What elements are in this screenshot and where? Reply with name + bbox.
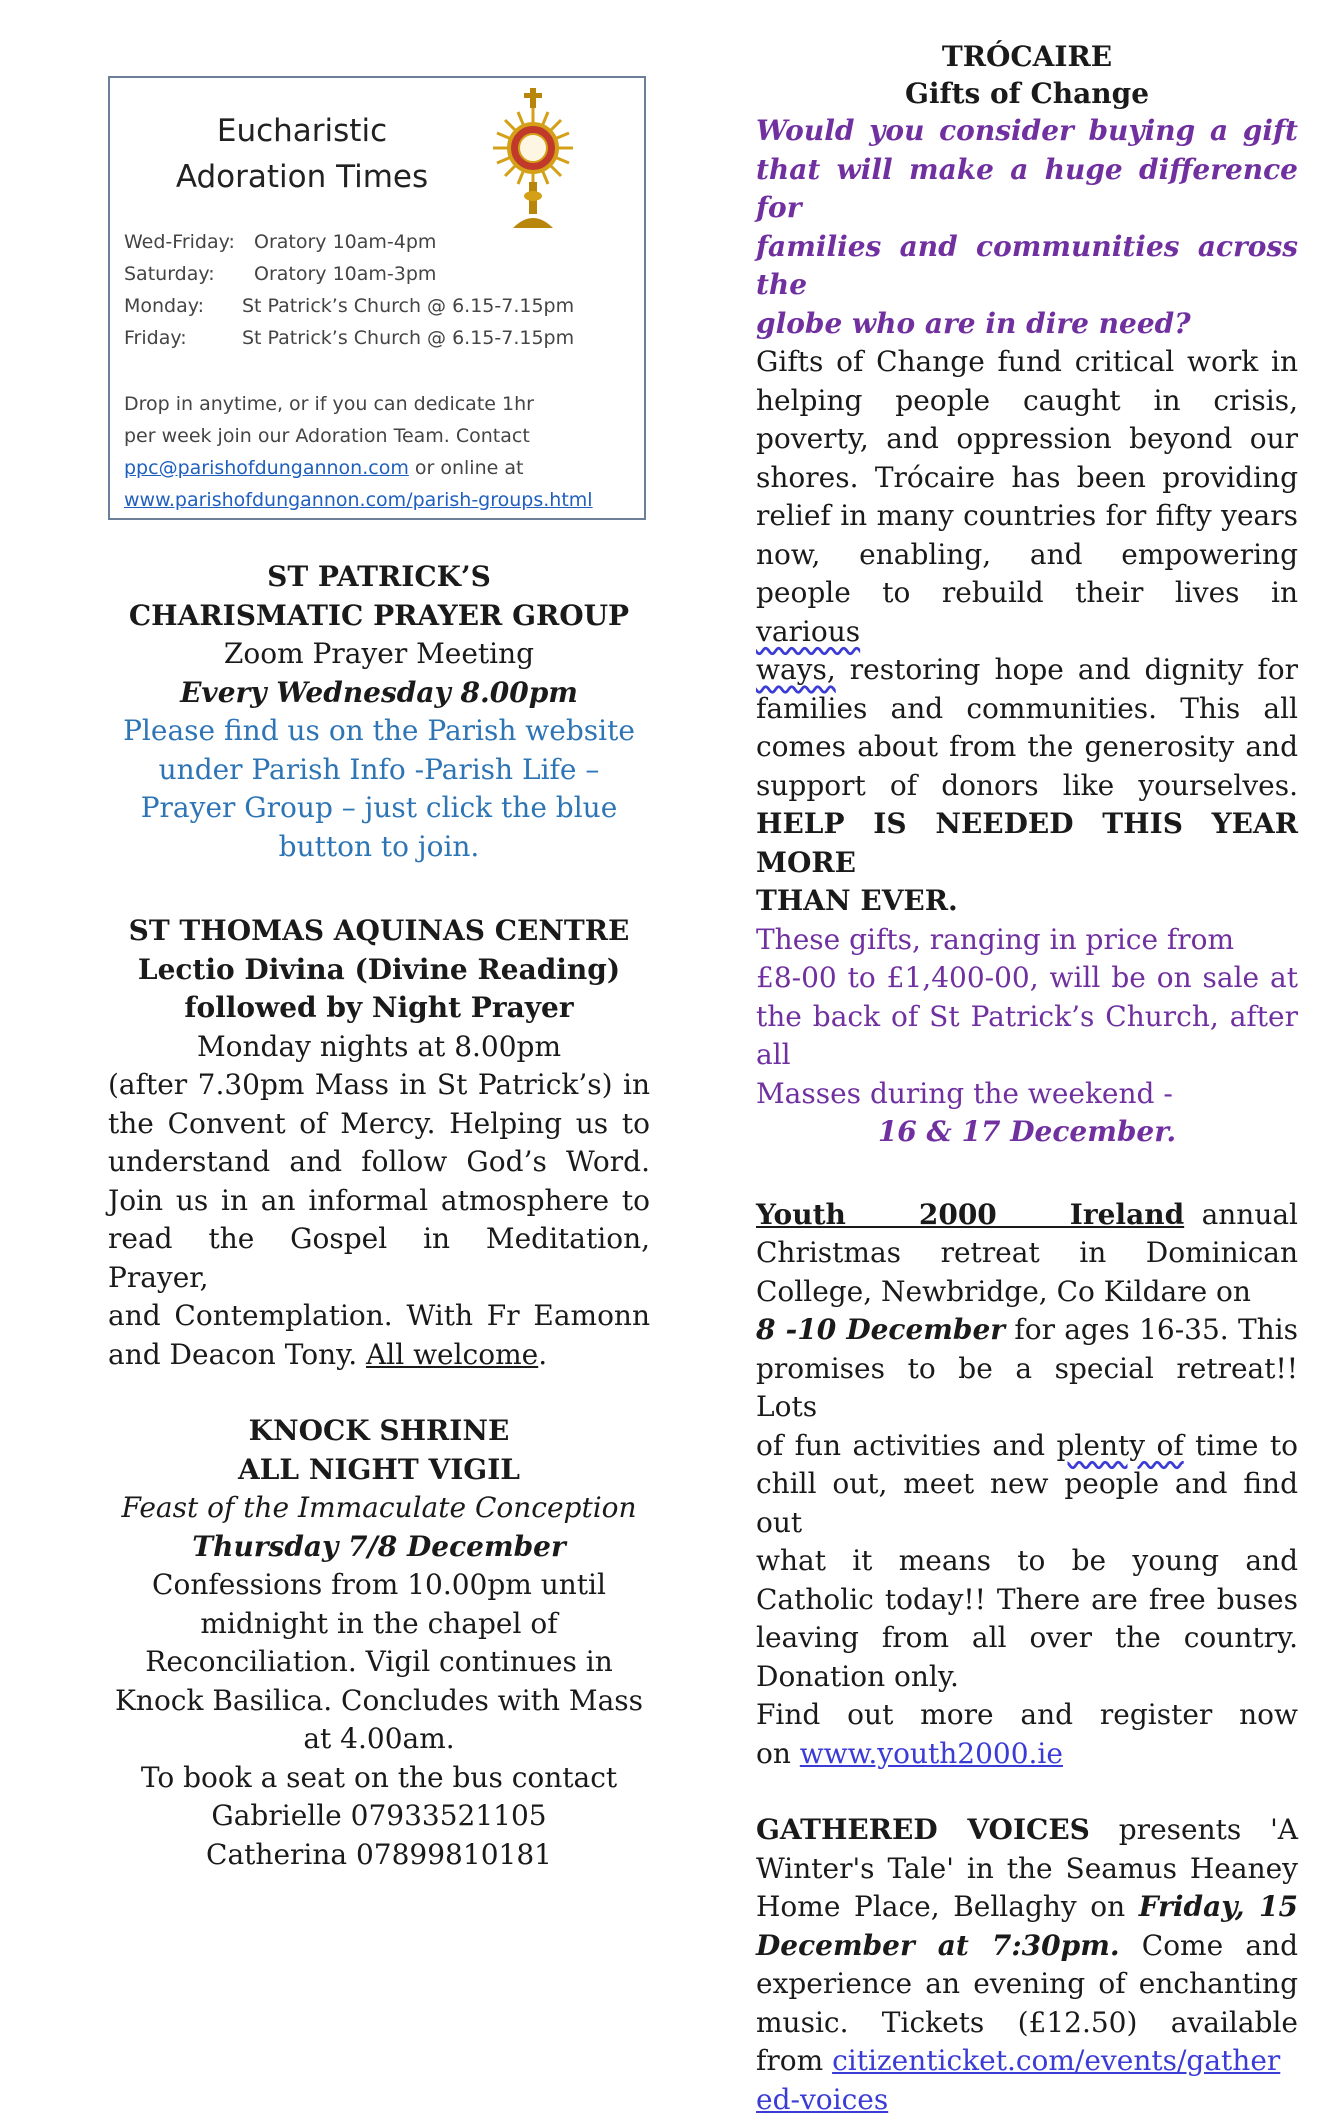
schedule-row xyxy=(124,258,574,290)
citizenticket-link-cont[interactable]: ed-voices xyxy=(756,2083,888,2116)
youth-line-text: on xyxy=(756,1737,800,1770)
trocaire-help-line: THAN EVER. xyxy=(756,882,1298,921)
schedule-time: Oratory 10am-4pm xyxy=(242,226,436,258)
voices-date: Friday, 15 xyxy=(1139,1890,1298,1923)
prayer-group-info xyxy=(108,712,650,866)
all-welcome-text: All welcome xyxy=(366,1338,538,1371)
spellcheck-word: plenty of xyxy=(1057,1429,1184,1462)
schedule-time: St Patrick’s Church @ 6.15-7.15pm xyxy=(242,290,574,322)
aquinas-last-text: and Deacon Tony. xyxy=(108,1338,366,1371)
trocaire-subtitle: Gifts of Change xyxy=(756,75,1298,112)
parish-groups-link[interactable]: www.parishofdungannon.com/parish-groups.html xyxy=(124,489,593,511)
knock-title: KNOCK SHRINE xyxy=(108,1412,650,1451)
knock-body-line: at 4.00am. xyxy=(108,1720,650,1759)
monstrance-icon xyxy=(488,86,578,236)
youth-line-text: time to xyxy=(1184,1429,1298,1462)
aquinas-body-line: the Convent of Mercy. Helping us to xyxy=(108,1105,650,1144)
schedule-row xyxy=(124,322,574,354)
youth-line: Christmas retreat in Dominican xyxy=(756,1234,1298,1273)
right-column xyxy=(756,38,1298,2119)
trocaire-question xyxy=(756,112,1298,343)
trocaire-gifts-line: These gifts, ranging in price from xyxy=(756,921,1298,960)
gathered-voices-title: GATHERED VOICES xyxy=(756,1813,1090,1846)
youth-line: Find out more and register now xyxy=(756,1696,1298,1735)
adoration-note xyxy=(124,388,639,516)
voices-line xyxy=(756,1811,1298,1850)
youth-line: Catholic today!! There are free buses xyxy=(756,1581,1298,1620)
aquinas-period: . xyxy=(538,1338,547,1371)
trocaire-body-line: support of donors like yourselves. xyxy=(756,767,1298,806)
left-column xyxy=(108,76,650,1874)
schedule-time: Oratory 10am-3pm xyxy=(242,258,436,290)
trocaire-body-line: Gifts of Change fund critical work in xyxy=(756,343,1298,382)
youth-line-text: of fun activities and xyxy=(756,1429,1057,1462)
knock-section xyxy=(108,1412,650,1874)
trocaire-question-line: families and communities across the xyxy=(756,228,1298,305)
trocaire-section xyxy=(756,38,1298,1152)
knock-title: ALL NIGHT VIGIL xyxy=(108,1451,650,1490)
aquinas-body-line: (after 7.30pm Mass in St Patrick’s) in xyxy=(108,1066,650,1105)
aquinas-title: followed by Night Prayer xyxy=(108,989,650,1028)
prayer-group-section xyxy=(108,558,650,866)
adoration-contact-line xyxy=(124,452,639,484)
youth-line xyxy=(756,1311,1298,1350)
schedule-day: Saturday: xyxy=(124,258,242,290)
trocaire-question-line: Would you consider buying a gift xyxy=(756,112,1298,151)
citizenticket-link[interactable]: citizenticket.com/events/gather xyxy=(832,2044,1280,2077)
youth-line xyxy=(756,1196,1298,1235)
trocaire-gifts-line: the back of St Patrick’s Church, after all xyxy=(756,998,1298,1075)
adoration-schedule xyxy=(124,226,574,354)
voices-line: music. Tickets (£12.50) available xyxy=(756,2004,1298,2043)
aquinas-body-line: read the Gospel in Meditation, Prayer, xyxy=(108,1220,650,1297)
knock-feast: Feast of the Immaculate Conception xyxy=(108,1489,650,1528)
aquinas-title: Lectio Divina (Divine Reading) xyxy=(108,951,650,990)
gathered-voices-section xyxy=(756,1811,1298,2119)
trocaire-title: TRÓCAIRE xyxy=(756,38,1298,75)
youth-line: College, Newbridge, Co Kildare on xyxy=(756,1273,1298,1312)
trocaire-question-line: that will make a huge difference for xyxy=(756,151,1298,228)
trocaire-gifts xyxy=(756,921,1298,1152)
trocaire-body-line: poverty, and oppression beyond our xyxy=(756,420,1298,459)
youth-line: promises to be a special retreat!! Lots xyxy=(756,1350,1298,1427)
spellcheck-word: various xyxy=(756,615,860,648)
trocaire-body-line: comes about from the generosity and xyxy=(756,728,1298,767)
youth-dates: 8 -10 December xyxy=(756,1313,1005,1346)
aquinas-title: ST THOMAS AQUINAS CENTRE xyxy=(108,912,650,951)
aquinas-body-line: understand and follow God’s Word. xyxy=(108,1143,650,1182)
prayer-group-when: Every Wednesday 8.00pm xyxy=(108,674,650,713)
adoration-url-line xyxy=(124,484,639,516)
prayer-group-title: ST PATRICK’S xyxy=(108,558,650,597)
trocaire-gifts-line: £8-00 to £1,400-00, will be on sale at xyxy=(756,959,1298,998)
knock-date: Thursday 7/8 December xyxy=(108,1528,650,1567)
trocaire-body-line: shores. Trócaire has been providing xyxy=(756,459,1298,498)
trocaire-body-line xyxy=(756,651,1298,690)
email-link[interactable]: ppc@parishofdungannon.com xyxy=(124,457,409,479)
trocaire-body-text: restoring hope and dignity for xyxy=(836,653,1298,686)
youth-line: leaving from all over the country. xyxy=(756,1619,1298,1658)
knock-body-line: Knock Basilica. Concludes with Mass xyxy=(108,1682,650,1721)
schedule-day: Friday: xyxy=(124,322,242,354)
voices-line xyxy=(756,1888,1298,1927)
adoration-note-line: per week join our Adoration Team. Contact xyxy=(124,420,639,452)
trocaire-body-line: now, enabling, and empowering xyxy=(756,536,1298,575)
youth-line: Donation only. xyxy=(756,1658,1298,1697)
trocaire-body-text: people to rebuild their lives in xyxy=(756,576,1298,609)
trocaire-body-line: families and communities. This all xyxy=(756,690,1298,729)
aquinas-body-line: and Contemplation. With Fr Eamonn xyxy=(108,1297,650,1336)
youth-line-text: annual xyxy=(1202,1198,1298,1231)
knock-body-line: Confessions from 10.00pm until xyxy=(108,1566,650,1605)
youth-line: what it means to be young and xyxy=(756,1542,1298,1581)
trocaire-body-line xyxy=(756,574,1298,651)
adoration-title-line2: Adoration Times xyxy=(132,154,472,200)
prayer-group-title: CHARISMATIC PRAYER GROUP xyxy=(108,597,650,636)
youth-line xyxy=(756,1735,1298,1774)
schedule-day: Monday: xyxy=(124,290,242,322)
youth-line xyxy=(756,1427,1298,1466)
adoration-times-box xyxy=(108,76,646,520)
trocaire-body-line: relief in many countries for fifty years xyxy=(756,497,1298,536)
knock-body-line: To book a seat on the bus contact xyxy=(108,1759,650,1798)
youth-line: chill out, meet new people and find out xyxy=(756,1465,1298,1542)
voices-line-text: Come and xyxy=(1120,1929,1298,1962)
trocaire-gifts-date: 16 & 17 December. xyxy=(756,1113,1298,1152)
trocaire-help-line: HELP IS NEEDED THIS YEAR MORE xyxy=(756,805,1298,882)
aquinas-body-line: Join us in an informal atmosphere to xyxy=(108,1182,650,1221)
voices-line xyxy=(756,1927,1298,1966)
youth-2000-title: Youth 2000 Ireland xyxy=(756,1198,1184,1231)
knock-body-line: Reconciliation. Vigil continues in xyxy=(108,1643,650,1682)
voices-time: December at 7:30pm. xyxy=(756,1929,1120,1962)
online-text: or online at xyxy=(409,457,524,479)
prayer-group-info-line: button to join. xyxy=(108,828,650,867)
aquinas-last-line xyxy=(108,1336,650,1375)
prayer-group-info-line: Please find us on the Parish website xyxy=(108,712,650,751)
voices-line xyxy=(756,2081,1298,2119)
voices-line-text: presents 'A xyxy=(1090,1813,1298,1846)
youth2000-link[interactable]: www.youth2000.ie xyxy=(800,1737,1063,1770)
schedule-time: St Patrick’s Church @ 6.15-7.15pm xyxy=(242,322,574,354)
voices-line: experience an evening of enchanting xyxy=(756,1965,1298,2004)
knock-body-line: midnight in the chapel of xyxy=(108,1605,650,1644)
adoration-title xyxy=(132,108,472,200)
knock-contact-catherina: Catherina 07899810181 xyxy=(108,1836,650,1875)
trocaire-gifts-line: Masses during the weekend - xyxy=(756,1075,1298,1114)
schedule-day: Wed-Friday: xyxy=(124,226,242,258)
youth-line-text: for ages 16-35. This xyxy=(1005,1313,1298,1346)
schedule-row xyxy=(124,226,574,258)
adoration-note-line: Drop in anytime, or if you can dedicate 1hr xyxy=(124,388,639,420)
trocaire-question-line: globe who are in dire need? xyxy=(756,305,1298,344)
trocaire-help xyxy=(756,805,1298,921)
adoration-title-line1: Eucharistic xyxy=(132,108,472,154)
aquinas-when: Monday nights at 8.00pm xyxy=(108,1028,650,1067)
youth-2000-section xyxy=(756,1196,1298,1774)
prayer-group-info-line: Prayer Group – just click the blue xyxy=(108,789,650,828)
spellcheck-word: ways, xyxy=(756,653,836,686)
schedule-row xyxy=(124,290,574,322)
trocaire-body-line: helping people caught in crisis, xyxy=(756,382,1298,421)
prayer-group-info-line: under Parish Info -Parish Life – xyxy=(108,751,650,790)
trocaire-body xyxy=(756,343,1298,805)
voices-line xyxy=(756,2042,1298,2081)
prayer-group-subtitle: Zoom Prayer Meeting xyxy=(108,635,650,674)
voices-line: Winter's Tale' in the Seamus Heaney xyxy=(756,1850,1298,1889)
voices-line-text: from xyxy=(756,2044,832,2077)
aquinas-section xyxy=(108,912,650,1374)
voices-line-text: Home Place, Bellaghy on xyxy=(756,1890,1139,1923)
knock-contact-gabrielle: Gabrielle 07933521105 xyxy=(108,1797,650,1836)
